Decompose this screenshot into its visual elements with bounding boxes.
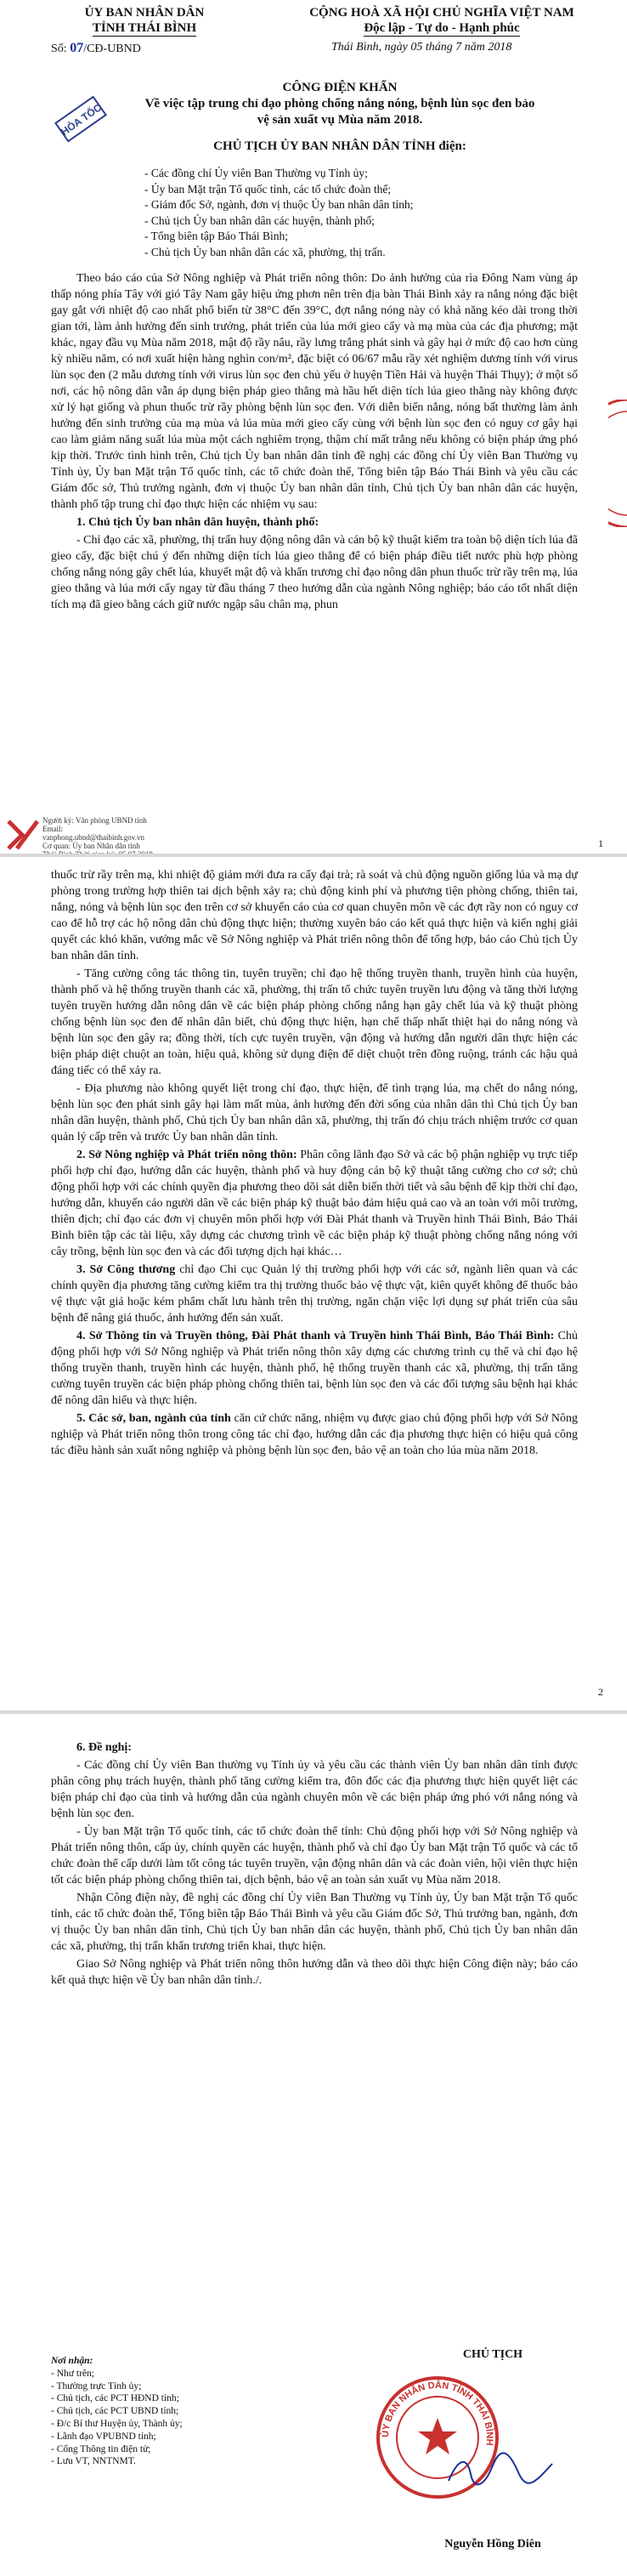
issue-date: Thái Bình, ngày 05 tháng 7 năm 2018 <box>331 41 512 54</box>
issuer-line-1: ỦY BAN NHÂN DÂN <box>84 6 205 20</box>
page-2 <box>0 857 627 1714</box>
assignment-paragraph: Giao Sở Nông nghiệp và Phát triển nông thôn hướng dẫn và theo dõi thực hiện Công điện này; báo cáo kết quả thực hiện về Ủy ban nhân dân tỉnh./. <box>51 1958 578 1987</box>
urgent-stamp-text: HỎA TỐC <box>59 101 104 139</box>
signer-title: CHỦ TỊCH <box>462 2348 523 2361</box>
item5-text: căn cứ chức năng, nhiệm vụ được giao chủ động phối hợp với Sở Nông nghiệp và Phát triển nông thôn trong công tác chỉ đạo, hướng dẫn các địa phương thực hiện có hiệu quả công tác điều hành sản xuất nông nghiệp và phòng bệnh lùn sọc đen, bảo vệ an toàn cho lúa mùa năm 2018. <box>51 1412 578 1457</box>
digital-signature-info: Người ký: Văn phòng UBND tỉnh Email: vanphong.ubnd@thaibinh.gov.vn Cơ quan: Ủy ban Nhân dân tỉnh <box>42 816 147 850</box>
issuer-declaration: CHỦ TỊCH ỦY BAN NHÂN DÂN TỈNH điện: <box>213 139 466 153</box>
title-main: CÔNG ĐIỆN KHẨN <box>282 81 398 94</box>
issuer-header <box>51 5 238 37</box>
digital-signature-logo-icon <box>7 818 41 852</box>
recipient-item: - Chủ tịch Ủy ban nhân dân các xã, phường, thị trấn. <box>144 245 386 258</box>
distribution-item: - Thường trực Tỉnh ủy; <box>51 2380 142 2392</box>
item6a-paragraph: - Các đồng chí Ủy viên Ban thường vụ Tỉnh ủy và yêu cầu các thành viên Ủy ban nhân dân tỉnh được phân công phụ trách huyện, thành phố tăng cường kiểm tra, đôn đốc các địa phương thực hiện quyết liệt các biện pháp chỉ đạo của tỉnh và hướng dẫn của ngành chuyên môn về các biện pháp ứng phó với nắng nóng và bệnh lùn sọc đen. <box>51 1759 578 1820</box>
item2-text: Phân công lãnh đạo Sở và các bộ phận nghiệp vụ trực tiếp phối hợp chỉ đạo, hướng dẫn các huyện, thành phố và huy động cán bộ kỹ thuật tăng cường cho cơ sở; chủ động phối hợp với các chính quyền địa phương theo dõi sát diễn biến thời tiết và sâu bệnh để kịp thời chỉ đạo, hướng dẫn, khuyến cáo người dân về các biện pháp kỹ thuật bảo đảm hiệu quả cao và an toàn với môi trường, thiên địch; chỉ đạo các đơn vị chuyên môn phối hợp với Đài Phát thanh và Truyền hình Thái Bình, Báo Thái Bình biên tập các tài liệu, xây dựng các chương trình về các biện pháp kỹ thuật phòng chống nắng nóng với cây trồng, bệnh lùn sọc đen và các đối tượng dịch hại khác… <box>51 1149 578 1258</box>
distribution-item: - Cổng Thông tin điện tử; <box>51 2443 151 2454</box>
item1-heading: 1. Chủ tịch Ủy ban nhân dân huyện, thành phố: <box>76 516 319 529</box>
nation-line-1: CỘNG HOÀ XÃ HỘI CHỦ NGHĨA VIỆT NAM <box>309 6 574 20</box>
item3-text: chỉ đạo Chi cục Quản lý thị trường phối hợp với các sở, ngành liên quan và các chính quyền địa phương tăng cường kiểm tra thị trường thuốc bảo vệ thực vật, kiên quyết không để thuốc bảo vệ thực vật giả hoặc kém phẩm chất lưu hành trên thị trường, ngăn chặn việc lợi dụng sự phát triển của sâu bệnh để nâng giá thuốc, ảnh hưởng đến sản xuất. <box>51 1263 578 1325</box>
propaganda-paragraph: - Tăng cường công tác thông tin, tuyên truyền; chỉ đạo hệ thống truyền thanh, truyền hình của huyện, thành phố và hệ thống truyền thanh các xã, phường, thị trấn tổ chức tuyên truyền lưu động và tăng thời lượng tuyên truyền hướng dẫn nông dân về các biện pháp phòng chống nắng hạn gây chết lúa và kỹ thuật phòng chống bệnh lùn sọc đen để nhân dân biết, chủ động thực hiện, hạn chế thấp nhất thiệt hại do nắng nóng và bệnh lùn sọc đen gây ra; đồng thời, tích cực tuyên truyền, vận động và hướng dẫn người dân thực hiện các biện pháp diệt chuột an toàn, hiệu quả, không sử dụng điện để diệt chuột trên đồng ruộng, tránh các hậu quả đáng tiếc có thể xảy ra. <box>51 967 578 1077</box>
so-number: 07 <box>70 41 84 55</box>
nation-line-2: Độc lập - Tự do - Hạnh phúc <box>364 21 520 35</box>
handwritten-signature-icon <box>442 2448 561 2491</box>
urgent-stamp-icon <box>39 77 121 160</box>
distribution-item: - Chủ tịch, các PCT HĐND tỉnh; <box>51 2393 179 2404</box>
page2-body <box>51 867 578 1461</box>
item3-heading: 3. Sở Công thương <box>76 1263 176 1276</box>
item2-heading: 2. Sở Nông nghiệp và Phát triển nông thôn: <box>76 1149 297 1161</box>
item1-paragraph: - Chỉ đạo các xã, phường, thị trấn huy động nông dân và cán bộ kỹ thuật kiểm tra toàn bộ diện tích lúa đã gieo cấy, đặc biệt chú ý đến những diện tích lúa gieo thẳng để có biện pháp điều tiết nước phù hợp phòng chống nắng nóng gây chết lúa, khuyết mật độ và khẩn trương chỉ đạo nông dân phun thuốc trừ rầy trên mạ, lúa gieo thẳng và lúa mới cấy ngay từ đầu tháng 7 theo hướng dẫn của ngành Nông nghiệp; báo cáo tốt nhất diện tích mạ đã gieo bằng cách giữ nước ngập sâu chân mạ, phun <box>51 534 578 611</box>
item5-heading: 5. Các sở, ban, ngành của tỉnh <box>76 1412 231 1425</box>
page1-body <box>51 270 578 615</box>
noi-nhan-label: Nơi nhận: <box>51 2356 93 2366</box>
issuer-line-2: TỈNH THÁI BÌNH <box>92 21 197 35</box>
distribution-item: - Lãnh đạo VPUBND tỉnh; <box>51 2431 156 2442</box>
title-sub: Về việc tập trung chỉ đạo phòng chống nắng nóng, bệnh lùn sọc đen bảo vệ sản xuất vụ Mùa năm 2018. <box>144 97 535 127</box>
page-1 <box>0 0 627 857</box>
document-title <box>144 80 535 128</box>
seal-text: ỦY BAN NHÂN DÂN TỈNH THÁI BÌNH <box>380 2380 495 2447</box>
recipient-item: - Chủ tịch Ủy ban nhân dân các huyện, thành phố; <box>144 213 376 227</box>
intro-paragraph: Theo báo cáo của Sở Nông nghiệp và Phát triển nông thôn: Do ảnh hưởng của rìa Đông Nam vùng áp thấp nóng phía Tây với gió Tây Nam gây hiệu ứng phơn nên trên địa bàn Thái Bình xảy ra nắng nóng đặc biệt gay gắt với nhiệt độ cao nhất phổ biến từ 38°C đến 39°C, đợt nắng nóng này có khả năng kéo dài trong thời gian tới, làm ảnh hưởng đến sinh trưởng, phát triển của lúa mới gieo cấy và mạ mùa của các địa phương; mặt khác, ngay đầu vụ Mùa năm 2018, mật độ rầy nâu, rầy lưng trắng phát sinh và gây hại ở mức độ cao hơn cùng kỳ nhiều năm, có nơi xuất hiện hàng nghìn con/m², đặc biệt có 06/67 mẫu rầy xét nghiệm dương tính với virus lùn sọc đen (2 mẫu dương tính với virus lùn sọc đen chủ yếu ở huyện Tiền Hải và huyện Thái Thụy); ở một số nơi, các hộ nông dân vẫn áp dụng biện pháp gieo thẳng mà hầu hết diện tích lúa gieo thẳng này không được xử lý hạt giống và phun thuốc trừ rầy phòng bệnh lùn sọc đen. Với diễn biến nắng, nóng bất thường làm ảnh hưởng đến sinh trưởng của mạ mùa và lúa mùa mới gieo cấy cùng với bệnh lùn sọc đen có nguy cơ gây hại cao làm giảm năng suất lúa mùa một cách nghiêm trọng, thậm chí mất trắng nếu không có biện pháp ứng phó kịp thời. Trước tình hình trên, Chủ tịch Ủy ban nhân dân tỉnh đề nghị các đồng chí Ủy viên Ban Thường vụ Tỉnh ủy, Ủy ban Mặt trận Tổ quốc tỉnh, các tổ chức đoàn thể, Tổng biên tập Báo Thái Bình và yêu cầu các Giám đốc sở, Thủ trưởng ngành, đơn vị thuộc Ủy ban nhân dân tỉnh, Chủ tịch Ủy ban nhân dân các huyện, thành phố tập trung chỉ đạo thực hiện các nhiệm vụ sau: <box>51 272 578 511</box>
edge-seal-icon <box>608 400 627 527</box>
recipient-item: - Các đồng chí Ủy viên Ban Thường vụ Tỉnh ủy; <box>144 167 368 179</box>
item6b-paragraph: - Ủy ban Mặt trận Tổ quốc tỉnh, các tổ chức đoàn thể tỉnh: Chủ động phối hợp với Sở Nông nghiệp và Phát triển nông thôn, cấp ủy, chính quyền các huyện, thành phố và chỉ đạo Ủy ban Mặt trận Tổ quốc và các tổ chức đoàn thể cấp dưới làm tốt công tác tuyên truyền, vận động nhân dân và các đoàn viên, hội viên thực hiện tốt các biện pháp phòng chống thiên tai, dịch bệnh, bảo vệ an toàn sản xuất vụ Mùa năm 2018. <box>51 1825 578 1887</box>
item1-continued: thuốc trừ rầy trên mạ, khi nhiệt độ giảm mới đưa ra cấy đại trà; rà soát và chủ động nguồn giống lúa và mạ dự phòng trong trường hợp thiên tai dịch bệnh xảy ra; chủ động kinh phí và phương tiện phòng chống, thiên tai, nắng, nóng và bệnh lùn sọc đen trên cơ sở khuyến cáo của cơ quan chuyên môn về các đợt rầy non có nguy cơ cao để hỗ trợ các hộ nông dân chủ động thực hiện; thường xuyên báo cáo kết quả thực hiện và kiến nghị giải quyết các khó khăn, vướng mắc về Sở Nông nghiệp và Phát triển nông thôn để tổng hợp, báo cáo Chủ tịch Ủy ban nhân dân tỉnh. <box>51 869 578 962</box>
so-suffix: /CĐ-UBND <box>83 43 141 55</box>
item4-heading: 4. Sở Thông tin và Truyền thông, Đài Phát thanh và Truyền hình Thái Bình, Báo Thái Bình: <box>76 1330 555 1342</box>
accountability-paragraph: - Địa phương nào không quyết liệt trong chỉ đạo, thực hiện, để tình trạng lúa, mạ chết do nắng nóng, bệnh lùn sọc đen phát sinh gây hại làm mất mùa, ảnh hưởng đến đời sống của nhân dân thì Chủ tịch Ủy ban nhân dân huyện, thành phố, Chủ tịch Ủy ban nhân dân xã, phường, thị trấn đó chịu trách nhiệm trước cơ quan quản lý cấp trên và trước Ủy ban nhân dân tỉnh. <box>51 1082 578 1143</box>
recipient-list <box>144 166 413 260</box>
distribution-item: - Lưu VT, NNTNMT. <box>51 2456 136 2467</box>
national-header <box>280 5 603 37</box>
recipient-item: - Giám đốc Sở, ngành, đơn vị thuộc Ủy ban nhân dân tỉnh; <box>144 198 414 211</box>
so-label: Số: <box>51 43 67 55</box>
signer-name: Nguyễn Hồng Diên <box>444 2538 541 2550</box>
distribution-item: - Chủ tịch, các PCT UBND tỉnh; <box>51 2406 179 2417</box>
item4-text: Chủ động phối hợp với Sở Nông nghiệp và Phát triển nông thôn xây dựng các chương trình cụ thể và chỉ đạo hệ thống truyền thanh, truyền hình các huyện, thành phố, hệ thống truyền thanh các xã, phường, thị trấn tăng cường tuyên truyền các biện pháp phòng chống thiên tai, bệnh lùn sọc đen và các đối tượng sâu bệnh hại khác để nông dân hiểu và thực hiện. <box>51 1330 578 1407</box>
item6-heading: 6. Đề nghị: <box>76 1741 132 1754</box>
distribution-item: - Như trên; <box>51 2368 94 2379</box>
closing-paragraph: Nhận Công điện này, đề nghị các đồng chí Ủy viên Ban Thường vụ Tỉnh ủy, Ủy ban Mặt trận Tổ quốc tỉnh, các tổ chức đoàn thể, Tổng biên tập Báo Thái Bình và yêu cầu Giám đốc Sở, Thủ trưởng ban, ngành, đơn vị thuộc Ủy ban nhân dân tỉnh, Chủ tịch Ủy ban nhân dân các huyện, thành phố, Chủ tịch Ủy ban nhân dân các xã, phường, thị trấn khẩn trương triển khai, thực hiện. <box>51 1892 578 1953</box>
page-number: 1 <box>598 837 603 849</box>
page3-body <box>51 1739 578 1990</box>
distribution-list <box>51 2355 183 2468</box>
recipient-item: - Tổng biên tập Báo Thái Bình; <box>144 230 288 242</box>
recipient-item: - Ủy ban Mặt trận Tổ quốc tỉnh, các tổ chức đoàn thể; <box>144 182 392 196</box>
distribution-item: - Đ/c Bí thư Huyện ủy, Thành ủy; <box>51 2418 183 2429</box>
signature-block <box>382 2348 603 2362</box>
page-number: 2 <box>598 1686 603 1698</box>
document-number <box>51 41 141 56</box>
